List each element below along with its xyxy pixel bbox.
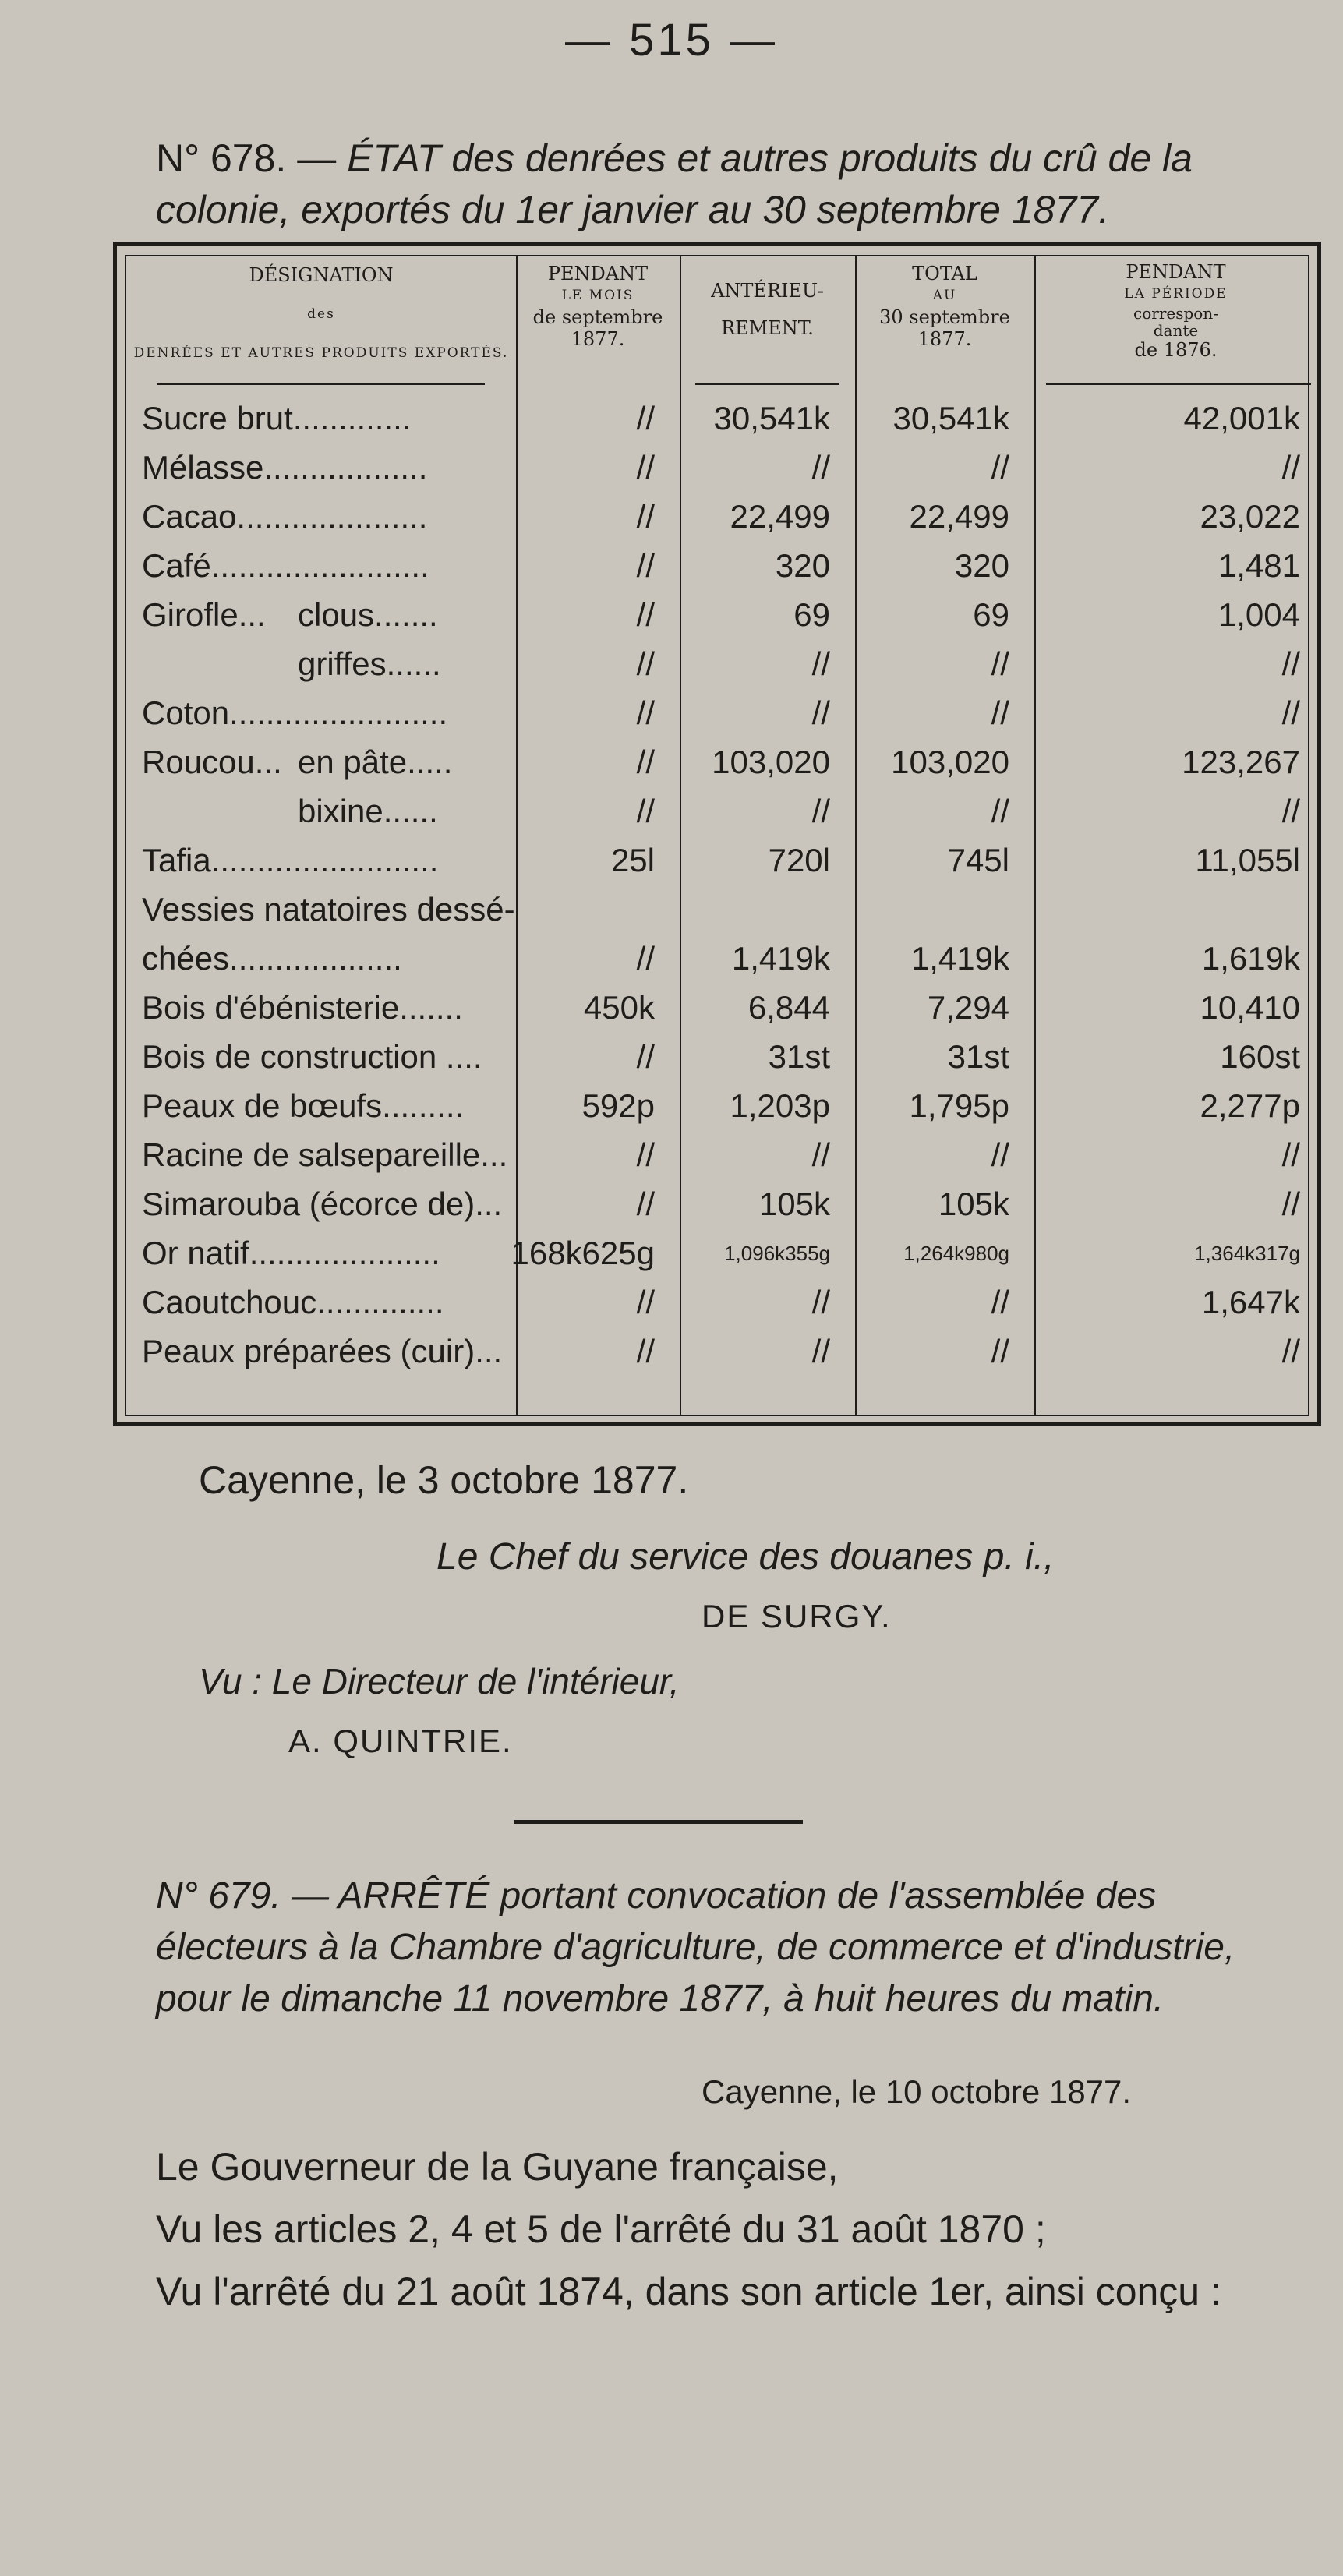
table-row bbox=[126, 890, 1308, 929]
cell-total: 745l bbox=[947, 842, 1009, 878]
table-row bbox=[126, 694, 1308, 733]
header-line: dante bbox=[1153, 321, 1199, 340]
cell-total: 7,294 bbox=[927, 989, 1009, 1026]
row-label: Girofle... bbox=[142, 596, 266, 633]
row-label: Coton........................ bbox=[142, 694, 448, 731]
cell-mois: // bbox=[636, 1186, 655, 1222]
cell-mois: // bbox=[636, 1136, 655, 1173]
header-pendant-periode bbox=[1034, 261, 1317, 361]
table-row bbox=[126, 743, 1308, 782]
cell-anterieurement: 103,020 bbox=[712, 744, 830, 780]
dateline-679: Cayenne, le 10 octobre 1877. bbox=[702, 2073, 1132, 2110]
header-line: correspon- bbox=[1133, 304, 1218, 323]
table-row bbox=[126, 1087, 1308, 1125]
header-line: 1877. bbox=[917, 328, 972, 350]
export-table bbox=[113, 242, 1321, 1426]
document-title-678 bbox=[156, 133, 1271, 235]
cell-total: 30,541k bbox=[892, 400, 1009, 436]
cell-mois: 25l bbox=[610, 842, 655, 878]
cell-anterieurement: // bbox=[811, 645, 830, 682]
cell-anterieurement: 105k bbox=[758, 1186, 830, 1222]
cell-total: 1,264k980g bbox=[903, 1242, 1009, 1265]
cell-total: // bbox=[991, 1333, 1009, 1369]
cell-total: 1,419k bbox=[910, 940, 1009, 977]
title-678-text: ÉTAT des denrées et autres produits du crû de la colonie, exportés du 1er janvier au 30 septembre 1877. bbox=[156, 136, 1193, 231]
row-label: Simarouba (écorce de)... bbox=[142, 1186, 503, 1222]
row-label: Bois de construction .... bbox=[142, 1038, 482, 1075]
cell-anterieurement: 31st bbox=[768, 1038, 830, 1075]
row-sublabel: en pâte..... bbox=[298, 744, 453, 780]
cell-mois: // bbox=[636, 1284, 655, 1320]
cell-periode: 10,410 bbox=[1200, 989, 1300, 1026]
header-line: 1877. bbox=[571, 328, 625, 350]
body-line-1: Le Gouverneur de la Guyane française, bbox=[156, 2145, 839, 2189]
row-label: Mélasse.................. bbox=[142, 449, 428, 486]
cell-periode: 123,267 bbox=[1182, 744, 1300, 780]
cell-total: 69 bbox=[973, 596, 1009, 633]
cell-mois: 168k625g bbox=[511, 1235, 655, 1271]
chef-name: DE SURGY. bbox=[702, 1598, 892, 1634]
table-row bbox=[126, 399, 1308, 438]
cell-periode: 1,004 bbox=[1218, 596, 1300, 633]
header-separator bbox=[1046, 383, 1311, 385]
header-designation-line: DÉSIGNATION bbox=[249, 264, 394, 286]
row-label: Bois d'ébénisterie....... bbox=[142, 989, 463, 1026]
cell-total: // bbox=[991, 1284, 1009, 1320]
cell-periode: 160st bbox=[1220, 1038, 1300, 1075]
cell-periode: 42,001k bbox=[1183, 400, 1300, 436]
row-label: Or natif..................... bbox=[142, 1235, 440, 1271]
row-sublabel: clous....... bbox=[298, 596, 438, 633]
table-inner-frame bbox=[125, 255, 1309, 1416]
header-line: de septembre bbox=[532, 306, 663, 328]
cell-mois: // bbox=[636, 596, 655, 633]
table-row bbox=[126, 1185, 1308, 1224]
cell-anterieurement: // bbox=[811, 1136, 830, 1173]
row-label: Racine de salsepareille... bbox=[142, 1136, 508, 1173]
header-separator bbox=[157, 383, 485, 385]
header-line: TOTAL bbox=[912, 263, 977, 284]
cell-periode: 11,055l bbox=[1195, 842, 1300, 878]
table-row bbox=[126, 939, 1308, 978]
cell-total: 1,795p bbox=[909, 1087, 1009, 1124]
table-row bbox=[126, 645, 1308, 684]
header-line: 30 septembre bbox=[879, 306, 1010, 328]
cell-total: 22,499 bbox=[909, 498, 1009, 535]
cell-periode: // bbox=[1281, 1186, 1300, 1222]
body-line-2: Vu les articles 2, 4 et 5 de l'arrêté du 31 août 1870 ; bbox=[156, 2207, 1046, 2251]
header-line: PENDANT bbox=[547, 263, 649, 284]
document-title-679: N° 679. — ARRÊTÉ portant convocation de l'assemblée des électeurs à la Chambre d'agriculture, de commerce et d'industrie, pour le dimanche 11 novembre 1877, à huit heures du matin. bbox=[156, 1875, 1235, 2019]
cell-mois: 592p bbox=[581, 1087, 655, 1124]
cell-periode: 23,022 bbox=[1200, 498, 1300, 535]
table-row bbox=[126, 546, 1308, 585]
cell-anterieurement: // bbox=[811, 449, 830, 486]
table-row bbox=[126, 1332, 1308, 1371]
row-label: Roucou... bbox=[142, 744, 282, 780]
header-designation-line: DENRÉES ET AUTRES PRODUITS EXPORTÉS. bbox=[133, 345, 509, 361]
cell-periode: 1,647k bbox=[1201, 1284, 1300, 1320]
table-row bbox=[126, 792, 1308, 831]
header-line: AU bbox=[932, 288, 957, 303]
table-row bbox=[126, 1136, 1308, 1175]
body-line-3: Vu l'arrêté du 21 août 1874, dans son article 1er, ainsi conçu : bbox=[156, 2270, 1221, 2313]
table-row bbox=[126, 841, 1308, 880]
cell-anterieurement: 22,499 bbox=[730, 498, 830, 535]
cell-anterieurement: 720l bbox=[768, 842, 830, 878]
cell-total: 320 bbox=[954, 547, 1009, 584]
cell-periode: 1,364k317g bbox=[1194, 1242, 1300, 1265]
header-line: PENDANT bbox=[1126, 261, 1226, 283]
cell-mois: // bbox=[636, 1333, 655, 1369]
cell-periode: // bbox=[1281, 645, 1300, 682]
cell-mois: // bbox=[636, 498, 655, 535]
cell-anterieurement: // bbox=[811, 694, 830, 731]
cell-anterieurement: 1,096k355g bbox=[724, 1242, 830, 1265]
header-line: REMENT. bbox=[721, 317, 814, 339]
section-divider bbox=[514, 1820, 803, 1824]
cell-periode: 2,277p bbox=[1200, 1087, 1300, 1124]
header-pendant-mois bbox=[516, 263, 680, 350]
chef-signature-title: Le Chef du service des douanes p. i., bbox=[436, 1536, 1055, 1578]
header-line: ANTÉRIEU- bbox=[711, 280, 824, 302]
cell-mois: // bbox=[636, 744, 655, 780]
cell-total: 105k bbox=[938, 1186, 1009, 1222]
table-row bbox=[126, 988, 1308, 1027]
row-label: Tafia......................... bbox=[142, 842, 439, 878]
page-number: — 515 — bbox=[565, 15, 778, 65]
row-sublabel: griffes...... bbox=[298, 645, 441, 682]
table-row bbox=[126, 1234, 1308, 1273]
cell-mois: // bbox=[636, 1038, 655, 1075]
header-line: LA PÉRIODE bbox=[1124, 286, 1228, 302]
cell-anterieurement: // bbox=[811, 793, 830, 829]
row-label: Vessies natatoires dessé- bbox=[142, 891, 515, 928]
row-label: Peaux préparées (cuir)... bbox=[142, 1333, 503, 1369]
row-label: Cacao..................... bbox=[142, 498, 428, 535]
cell-mois: // bbox=[636, 400, 655, 436]
row-sublabel: bixine...... bbox=[298, 793, 438, 829]
place-date: Cayenne, le 3 octobre 1877. bbox=[199, 1458, 689, 1502]
cell-anterieurement: 6,844 bbox=[747, 989, 830, 1026]
cell-mois: // bbox=[636, 793, 655, 829]
vu-line: Vu : Le Directeur de l'intérieur, bbox=[199, 1661, 680, 1701]
row-label: chées................... bbox=[142, 940, 402, 977]
cell-anterieurement: 320 bbox=[775, 547, 830, 584]
cell-periode: // bbox=[1281, 1136, 1300, 1173]
cell-periode: // bbox=[1281, 449, 1300, 486]
table-row bbox=[126, 448, 1308, 487]
cell-anterieurement: 30,541k bbox=[713, 400, 830, 436]
cell-anterieurement: 1,203p bbox=[730, 1087, 830, 1124]
cell-anterieurement: // bbox=[811, 1333, 830, 1369]
header-line: LE MOIS bbox=[561, 288, 634, 303]
vu-name: A. QUINTRIE. bbox=[288, 1723, 513, 1759]
cell-periode: // bbox=[1281, 1333, 1300, 1369]
row-label: Peaux de bœufs......... bbox=[142, 1087, 465, 1124]
row-label: Sucre brut............. bbox=[142, 400, 412, 436]
cell-periode: // bbox=[1281, 694, 1300, 731]
cell-mois: // bbox=[636, 940, 655, 977]
header-designation-line: des bbox=[307, 306, 335, 322]
cell-total: // bbox=[991, 1136, 1009, 1173]
header-separator bbox=[695, 383, 839, 385]
table-row bbox=[126, 497, 1308, 536]
cell-periode: 1,481 bbox=[1218, 547, 1300, 584]
row-label: Caoutchouc.............. bbox=[142, 1284, 444, 1320]
cell-total: // bbox=[991, 645, 1009, 682]
cell-total: // bbox=[991, 694, 1009, 731]
title-678-number: N° 678. — bbox=[156, 136, 337, 180]
header-total bbox=[855, 263, 1034, 350]
cell-total: 103,020 bbox=[891, 744, 1009, 780]
cell-total: // bbox=[991, 793, 1009, 829]
header-line: de 1876. bbox=[1134, 339, 1218, 361]
row-label: Café........................ bbox=[142, 547, 429, 584]
table-row bbox=[126, 595, 1308, 634]
cell-mois: // bbox=[636, 547, 655, 584]
table-row bbox=[126, 1037, 1308, 1076]
table-row bbox=[126, 1283, 1308, 1322]
cell-mois: // bbox=[636, 694, 655, 731]
cell-periode: 1,619k bbox=[1201, 940, 1300, 977]
cell-mois: // bbox=[636, 645, 655, 682]
header-designation bbox=[126, 264, 516, 364]
cell-total: // bbox=[991, 449, 1009, 486]
cell-periode: // bbox=[1281, 793, 1300, 829]
cell-mois: 450k bbox=[583, 989, 655, 1026]
cell-anterieurement: 69 bbox=[793, 596, 830, 633]
cell-anterieurement: 1,419k bbox=[731, 940, 830, 977]
cell-mois: // bbox=[636, 449, 655, 486]
cell-anterieurement: // bbox=[811, 1284, 830, 1320]
header-anterieurement bbox=[680, 280, 855, 339]
cell-total: 31st bbox=[947, 1038, 1009, 1075]
